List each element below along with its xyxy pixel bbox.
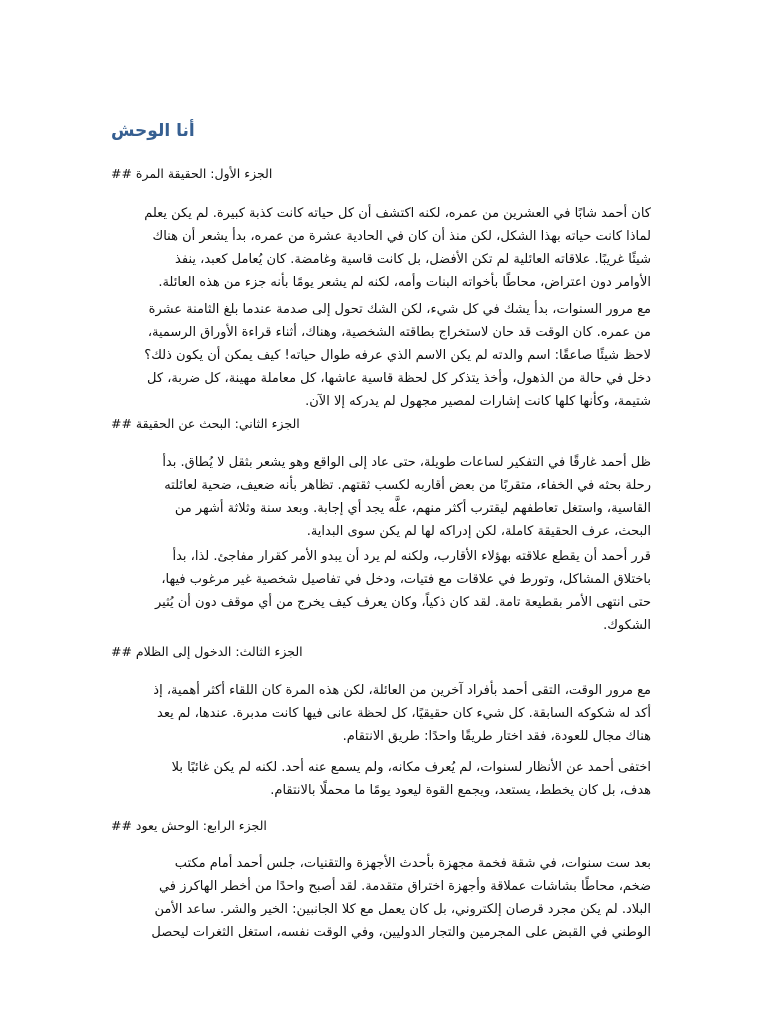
paragraph-line: ضخم، محاطًا بشاشات عملاقة وأجهزة اختراق متقدمة. لقد أصبح واحدًا من أخطر الهاكرز في (158, 879, 651, 894)
section-heading-3: الجزء الثالث: الدخول إلى الظلام ## (111, 644, 303, 659)
paragraph-line: مع مرور الوقت، التقى أحمد بأفراد آخرين من العائلة، لكن هذه المرة كان اللقاء أكثر أهمية، إذ (153, 683, 651, 698)
paragraph-line: شتيمة، وكأنها كلها كانت إشارات لمصير مجهول لم يدركه إلا الآن. (305, 394, 651, 409)
section-heading-4: الجزء الرابع: الوحش يعود ## (111, 818, 267, 833)
paragraph-line: باختلاق المشاكل، وتورط في علاقات مع فتيات، ودخل في تفاصيل شخصية غير مرغوب فيها، (161, 572, 651, 587)
paragraph-line: مع مرور السنوات، بدأ يشك في كل شيء، لكن الشك تحول إلى صدمة عندما بلغ الثامنة عشرة (148, 302, 651, 317)
paragraph-line: القاسية، واستغل تعاطفهم ليقترب أكثر منهم، علَّه يجد أي إجابة. وبعد سنة وثلاثة أشهر من (174, 501, 651, 516)
paragraph-line: كان أحمد شابًا في العشرين من عمره، لكنه اكتشف أن كل حياته كانت كذبة كبيرة. لم يكن يعلم (144, 206, 651, 221)
paragraph-line: الأوامر دون اعتراض، محاطًا بأخواته البنات وأمه، لكنه لم يشعر يومًا بأنه جزء من هذه العائلة. (158, 275, 651, 290)
paragraph-line: ظل أحمد غارقًا في التفكير لساعات طويلة، حتى عاد إلى الواقع وهو يشعر بثقل لا يُطاق. بدأ (162, 455, 651, 470)
paragraph-line: لماذا كانت حياته بهذا الشكل، لكن منذ أن كان في الحادية عشرة من عمره، بدأ يشعر أن هناك (152, 229, 651, 244)
paragraph-line: من عمره. كان الوقت قد حان لاستخراج بطاقته الشخصية، وهناك، أثناء قراءة الأوراق الرسمية، (147, 325, 651, 340)
section-heading-1: الجزء الأول: الحقيقة المرة ## (111, 166, 273, 181)
document-title: أنا الوحش (111, 121, 195, 141)
paragraph-line: دخل في حالة من الذهول، وأخذ يتذكر كل لحظة قاسية عاشها، كل معاملة مهينة، كل ضربة، كل (147, 371, 651, 386)
section-heading-2: الجزء الثاني: البحث عن الحقيقة ## (111, 416, 300, 431)
paragraph-line: بعد ست سنوات، في شقة فخمة مجهزة بأحدث الأجهزة والتقنيات، جلس أحمد أمام مكتب (174, 856, 651, 871)
paragraph-3-2 (111, 756, 651, 802)
paragraph-line: حتى انتهى الأمر بقطيعة تامة. لقد كان ذكياً، وكان يعرف كيف يخرج من أي موقف دون أن يُثير (154, 595, 651, 610)
paragraph-line: اختفى أحمد عن الأنظار لسنوات، لم يُعرف مكانه، ولم يسمع عنه أحد. لكنه لم يكن غائبًا بلا (171, 760, 651, 775)
paragraph-line: هدف، بل كان يخطط، يستعد، ويجمع القوة ليعود يومًا ما محملًا بالانتقام. (270, 783, 651, 798)
paragraph-line: البحث، عرف الحقيقة كاملة، لكن إدراكه لها لم يكن سوى البداية. (306, 524, 651, 539)
paragraph-2-1 (111, 451, 651, 543)
paragraph-line: البلاد. لم يكن مجرد قرصان إلكتروني، بل كان يعمل مع كلا الجانبين: الخير والشر. ساعد الأمن (154, 902, 651, 917)
paragraph-line: رحلة بحثه في الخفاء، متقربًا من بعض أقاربه لكسب ثقتهم. تظاهر بأنه ضعيف، ضحية لعائلته (164, 478, 651, 493)
paragraph-line: الشكوك. (603, 618, 651, 633)
paragraph-1-1 (111, 202, 651, 294)
paragraph-2-2 (111, 545, 651, 637)
paragraph-3-1 (111, 679, 651, 748)
paragraph-1-2 (111, 298, 651, 413)
paragraph-line: أكد له شكوكه السابقة. كل شيء كان حقيقيًا، كل لحظة عانى فيها كانت مدبرة. عندها، لم يعد (157, 706, 651, 721)
paragraph-line: لاحظ شيئًا صاعقًا: اسم والدته لم يكن الاسم الذي عرفه طوال حياته! كيف يمكن أن يكون ذلك؟ (144, 348, 651, 363)
paragraph-line: الوطني في القبض على المجرمين والتجار الدوليين، وفي الوقت نفسه، استغل الثغرات ليحصل (151, 925, 651, 940)
paragraph-line: شيئًا غريبًا. علاقاته العائلية لم تكن الأفضل، بل كانت قاسية وغامضة. كان يُعامل كعبد، ينفذ (175, 252, 651, 267)
paragraph-line: هناك مجال للعودة، فقد اختار طريقًا واحدًا: طريق الانتقام. (342, 729, 651, 744)
paragraph-line: قرر أحمد أن يقطع علاقته بهؤلاء الأقارب، ولكنه لم يرد أن يبدو الأمر كقرار مفاجئ. لذا، بدأ (172, 549, 651, 564)
paragraph-4-1 (111, 852, 651, 944)
